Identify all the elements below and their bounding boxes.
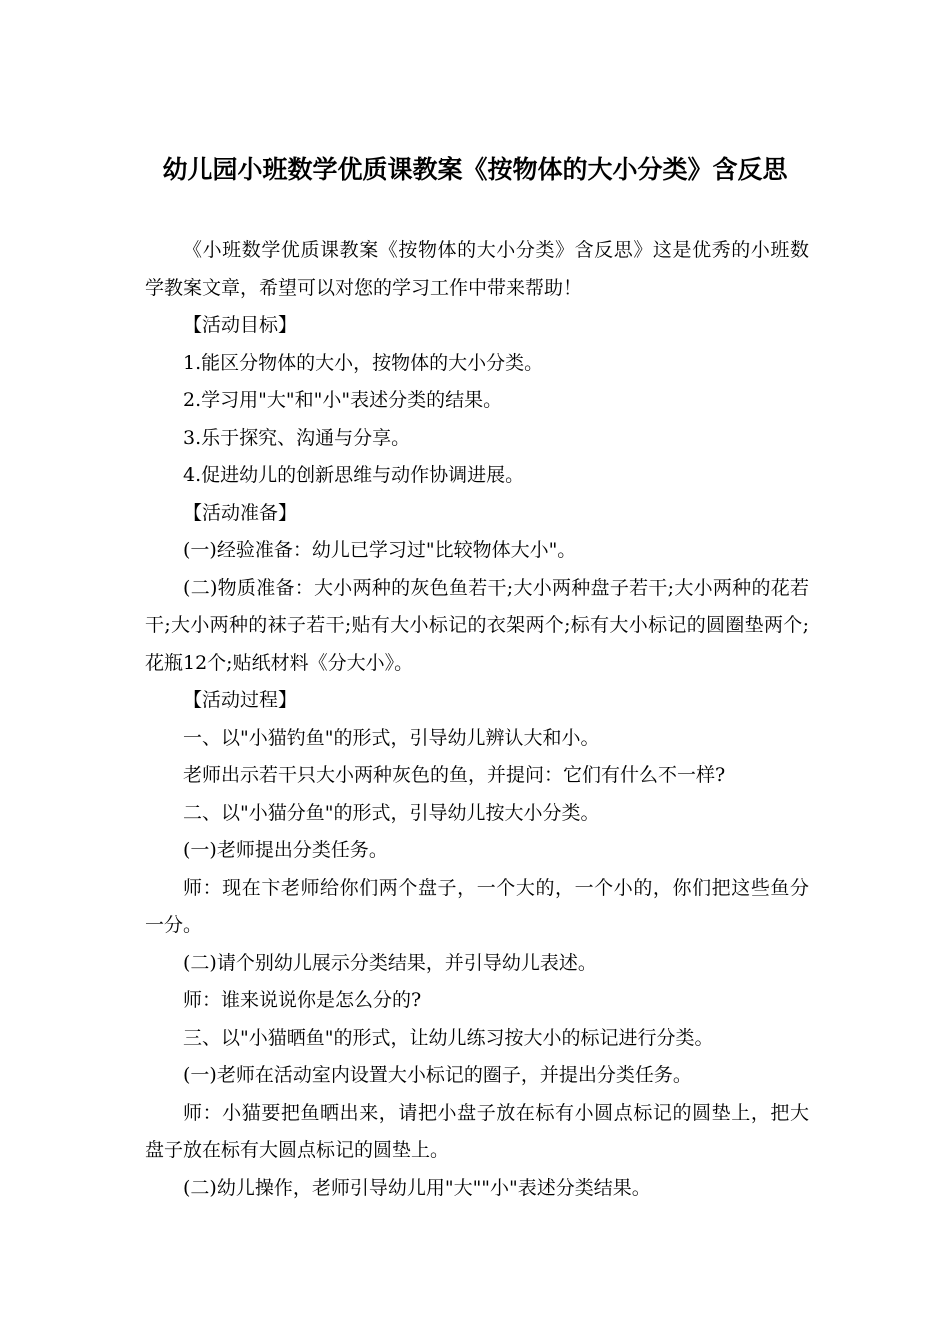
process-step-3: 三、以"小猫晒鱼"的形式，让幼儿练习按大小的标记进行分类。: [183, 1026, 714, 1049]
preparation-materials: (二)物质准备：大小两种的灰色鱼若干;大小两种盘子若干;大小两种的花若干;大小两种的袜子若干;贴有大小标记的衣架两个;标有大小标记的圆圈垫两个;花瓶12个;贴纸材料《分大小》。: [145, 576, 809, 674]
section-heading-process: 【活动过程】: [183, 689, 298, 711]
goal-item-1: 1.能区分物体的大小，按物体的大小分类。: [183, 351, 544, 374]
process-step-2-teacher-1: 师：现在卞老师给你们两个盘子，一个大的，一个小的，你们把这些鱼分一分。: [145, 876, 809, 936]
preparation-experience: (一)经验准备：幼儿已学习过"比较物体大小"。: [183, 539, 577, 561]
process-step-3-teacher: 师：小猫要把鱼晒出来，请把小盘子放在标有小圆点标记的圆垫上，把大盘子放在标有大圆点标记的圆垫上。: [145, 1101, 809, 1161]
document-title: 幼儿园小班数学优质课教案《按物体的大小分类》含反思: [162, 155, 788, 184]
goal-item-4: 4.促进幼儿的创新思维与动作协调进展。: [183, 464, 525, 486]
process-step-2: 二、以"小猫分鱼"的形式，引导幼儿按大小分类。: [183, 801, 600, 824]
goal-item-2: 2.学习用"大"和"小"表述分类的结果。: [183, 389, 503, 411]
process-step-3-sub-2: (二)幼儿操作，老师引导幼儿用"大""小"表述分类结果。: [183, 1176, 651, 1199]
process-step-2-sub-2: (二)请个别幼儿展示分类结果，并引导幼儿表述。: [183, 951, 597, 974]
process-step-3-sub-1: (一)老师在活动室内设置大小标记的圈子，并提出分类任务。: [183, 1064, 692, 1086]
paragraph-intro: 《小班数学优质课教案《按物体的大小分类》含反思》这是优秀的小班数学教案文章，希望可以对您的学习工作中带来帮助！: [145, 239, 809, 299]
process-step-2-teacher-2: 师：谁来说说你是怎么分的?: [183, 989, 422, 1011]
goal-item-3: 3.乐于探究、沟通与分享。: [183, 426, 411, 449]
process-step-1-detail: 老师出示若干只大小两种灰色的鱼，并提问：它们有什么不一样?: [183, 764, 726, 786]
process-step-1: 一、以"小猫钓鱼"的形式，引导幼儿辨认大和小。: [183, 726, 600, 749]
process-step-2-sub-1: (一)老师提出分类任务。: [183, 839, 388, 861]
section-heading-goals: 【活动目标】: [183, 314, 298, 336]
section-heading-preparation: 【活动准备】: [183, 501, 298, 524]
document-body: [145, 232, 809, 1207]
